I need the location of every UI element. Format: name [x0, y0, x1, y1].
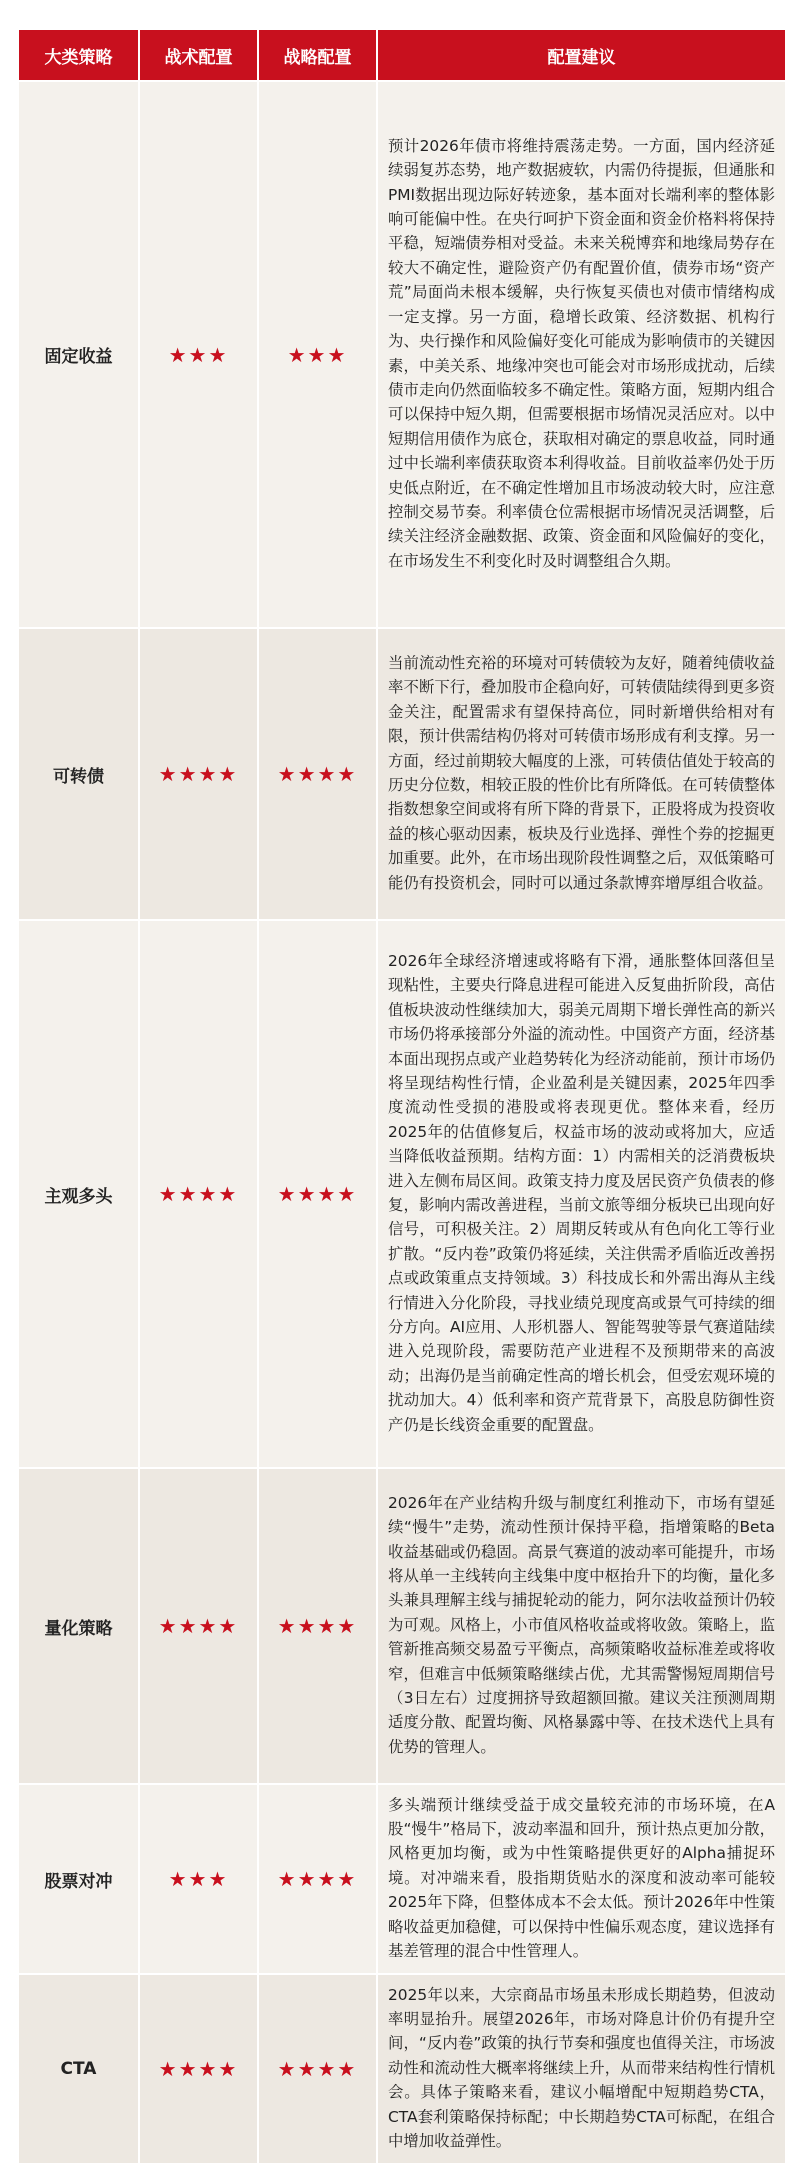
strategic-rating-stars: ★★★★ — [259, 1785, 376, 1973]
header-advice: 配置建议 — [378, 30, 785, 80]
advice-text: 预计2026年债市将维持震荡走势。一方面，国内经济延续弱复苏态势，地产数据疲软，内需仍待提振，但通胀和PMI数据出现边际好转迹象，基本面对长端利率的整体影响可能偏中性。在央行呵护下资金面和资金价格料将保持平稳，短端债券相对受益。未来关税博弈和地缘局势存在较大不确定性，避险资产仍有配置价值，债券市场“资产荒”局面尚未根本缓解，央行恢复买债也对债市情绪构成一定支撑。另一方面，稳增长政策、经济数据、机构行为、央行操作和风险偏好变化可能成为影响债市的关键因素，中美关系、地缘冲突也可能会对市场形成扰动，后续债市走向仍然面临较多不确定性。策略方面，短期内组合可以保持中短久期，但需要根据市场情况灵活应对。以中短期信用债作为底仓，获取相对确定的票息收益，同时通过中长端利率债获取资本利得收益。目前收益率仍处于历史低点附近，在不确定性增加且市场波动较大时，应注意控制交易节奏。利率债仓位需根据市场情况灵活调整，后续关注经济金融数据、政策、资金面和风险偏好的变化，在市场发生不利变化时及时调整组合久期。 — [378, 82, 785, 627]
advice-text: 当前流动性充裕的环境对可转债较为友好，随着纯债收益率不断下行，叠加股市企稳向好，可转债陆续得到更多资金关注，配置需求有望保持高位，同时新增供给相对有限，预计供需结构仍将对可转债市场形成有利支撑。另一方面，经过前期较大幅度的上涨，可转债估值处于较高的历史分位数，相较正股的性价比有所降低。在可转债整体指数想象空间或将有所下降的背景下，正股将成为投资收益的核心驱动因素，板块及行业选择、弹性个券的挖掘更加重要。此外，在市场出现阶段性调整之后，双低策略可能仍有投资机会，同时可以通过条款博弈增厚组合收益。 — [378, 629, 785, 919]
table-row-fixed-income — [19, 82, 785, 627]
strategy-name: 股票对冲 — [19, 1785, 138, 1973]
strategy-name: 固定收益 — [19, 82, 138, 627]
strategic-rating-stars: ★★★★ — [259, 1975, 376, 2163]
tactical-rating-stars: ★★★★ — [140, 629, 257, 919]
allocation-table-container — [17, 28, 783, 2165]
table-header-row — [19, 30, 785, 80]
strategic-rating-stars: ★★★ — [259, 82, 376, 627]
strategy-name: CTA — [19, 1975, 138, 2163]
advice-text: 2026年全球经济增速或将略有下滑，通胀整体回落但呈现粘性，主要央行降息进程可能进入反复曲折阶段，高估值板块波动性继续加大，弱美元周期下增长弹性高的新兴市场仍将承接部分外溢的流动性。中国资产方面，经济基本面出现拐点或产业趋势转化为经济动能前，预计市场仍将呈现结构性行情，企业盈利是关键因素，2025年四季度流动性受损的港股或将表现更优。整体来看，经历2025年的估值修复后，权益市场的波动或将加大，应适当降低收益预期。结构方面：1）内需相关的泛消费板块进入左侧布局区间。政策支持力度及居民资产负债表的修复，影响内需改善进程，当前文旅等细分板块已出现向好信号，可积极关注。2）周期反转或从有色向化工等行业扩散。“反内卷”政策仍将延续，关注供需矛盾临近改善拐点或政策重点支持领域。3）科技成长和外需出海从主线行情进入分化阶段，寻找业绩兑现度高或景气可持续的细分方向。AI应用、人形机器人、智能驾驶等景气赛道陆续进入兑现阶段，需要防范产业进程不及预期带来的高波动；出海仍是当前确定性高的增长机会，但受宏观环境的扰动加大。4）低利率和资产荒背景下，高股息防御性资产仍是长线资金重要的配置盘。 — [378, 921, 785, 1467]
table-row-quant-strategy — [19, 1469, 785, 1783]
table-row-convertible-bond — [19, 629, 785, 919]
header-strategy: 大类策略 — [19, 30, 138, 80]
header-tactical: 战术配置 — [140, 30, 257, 80]
table-row-subjective-long — [19, 921, 785, 1467]
advice-text: 多头端预计继续受益于成交量较充沛的市场环境，在A股“慢牛”格局下，波动率温和回升，预计热点更加分散，风格更加均衡，或为中性策略提供更好的Alpha捕捉环境。对冲端来看，股指期货贴水的深度和波动率可能较2025年下降，但整体成本不会太低。预计2026年中性策略收益更加稳健，可以保持中性偏乐观态度，建议选择有基差管理的混合中性管理人。 — [378, 1785, 785, 1973]
strategy-name: 可转债 — [19, 629, 138, 919]
allocation-table — [17, 28, 787, 2165]
strategy-name: 主观多头 — [19, 921, 138, 1467]
strategy-name: 量化策略 — [19, 1469, 138, 1783]
advice-text: 2025年以来，大宗商品市场虽未形成长期趋势，但波动率明显抬升。展望2026年，市场对降息计价仍有提升空间，“反内卷”政策的执行节奏和强度也值得关注，市场波动性和流动性大概率将继续上升，从而带来结构性行情机会。具体子策略来看，建议小幅增配中短期趋势CTA，CTA套利策略保持标配；中长期趋势CTA可标配，在组合中增加收益弹性。 — [378, 1975, 785, 2163]
tactical-rating-stars: ★★★★ — [140, 1975, 257, 2163]
strategic-rating-stars: ★★★★ — [259, 629, 376, 919]
header-strategic: 战略配置 — [259, 30, 376, 80]
table-row-cta — [19, 1975, 785, 2163]
tactical-rating-stars: ★★★★ — [140, 1469, 257, 1783]
table-row-equity-hedge — [19, 1785, 785, 1973]
tactical-rating-stars: ★★★ — [140, 1785, 257, 1973]
strategic-rating-stars: ★★★★ — [259, 1469, 376, 1783]
strategic-rating-stars: ★★★★ — [259, 921, 376, 1467]
advice-text: 2026年在产业结构升级与制度红利推动下，市场有望延续“慢牛”走势，流动性预计保持平稳，指增策略的Beta收益基础或仍稳固。高景气赛道的波动率可能提升，市场将从单一主线转向主线集中度中枢抬升下的均衡，量化多头兼具理解主线与捕捉轮动的能力，阿尔法收益预计仍较为可观。风格上，小市值风格收益或将收敛。策略上，监管新推高频交易盈亏平衡点，高频策略收益标准差或将收窄，但难言中低频策略继续占优，尤其需警惕短周期信号（3日左右）过度拥挤导致超额回撤。建议关注预测周期适度分散、配置均衡、风格暴露中等、在技术迭代上具有优势的管理人。 — [378, 1469, 785, 1783]
tactical-rating-stars: ★★★ — [140, 82, 257, 627]
tactical-rating-stars: ★★★★ — [140, 921, 257, 1467]
